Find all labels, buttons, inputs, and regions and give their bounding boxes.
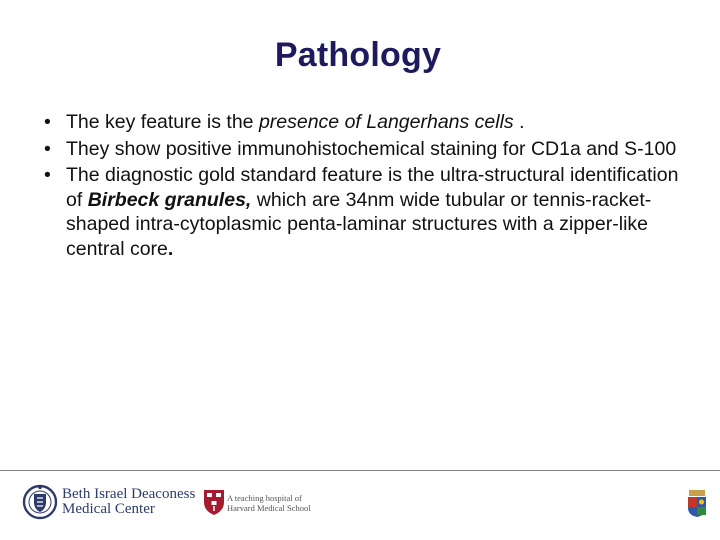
harvard-shield-icon bbox=[203, 488, 225, 516]
crest-icon bbox=[686, 488, 708, 518]
footer-divider bbox=[0, 470, 720, 471]
bullet-marker: • bbox=[44, 137, 51, 160]
bullet-text: . bbox=[513, 111, 525, 133]
bidmc-name-line2: Medical Center bbox=[62, 501, 155, 517]
bullet-item bbox=[44, 137, 684, 162]
bidmc-seal-icon bbox=[22, 482, 58, 522]
bullet-text: . bbox=[167, 237, 174, 260]
bullet-list bbox=[44, 110, 684, 263]
bullet-text: The key feature is the bbox=[66, 111, 259, 133]
slide-title: Pathology bbox=[274, 36, 442, 74]
harvard-line1: A teaching hospital of bbox=[227, 493, 302, 503]
bidmc-name-line1: Beth Israel Deaconess bbox=[62, 486, 196, 502]
bullet-item bbox=[44, 163, 684, 261]
harvard-wordmark bbox=[227, 493, 311, 513]
bidmc-logo bbox=[22, 480, 202, 526]
bullet-marker: • bbox=[44, 111, 51, 133]
bullet-text: The diagnostic gold standard feature is the ultra-structural identification of bbox=[66, 164, 679, 211]
harvard-line2: Harvard Medical School bbox=[227, 503, 311, 513]
bullet-item bbox=[44, 110, 684, 135]
bullet-text: They show positive immunohistochemical staining for CD1a and S-100 bbox=[66, 137, 677, 160]
bullet-emphasis: Birbeck granules, bbox=[87, 188, 252, 211]
bidmc-wordmark bbox=[62, 487, 195, 517]
bullet-marker: • bbox=[44, 164, 51, 186]
bullet-emphasis: presence of Langerhans cells bbox=[258, 111, 514, 133]
bullet-text: which are 34nm wide tubular or tennis-racket-shaped intra-cytoplasmic penta-laminar structures with a zipper-like central core bbox=[66, 188, 652, 260]
harvard-logo bbox=[203, 488, 313, 522]
